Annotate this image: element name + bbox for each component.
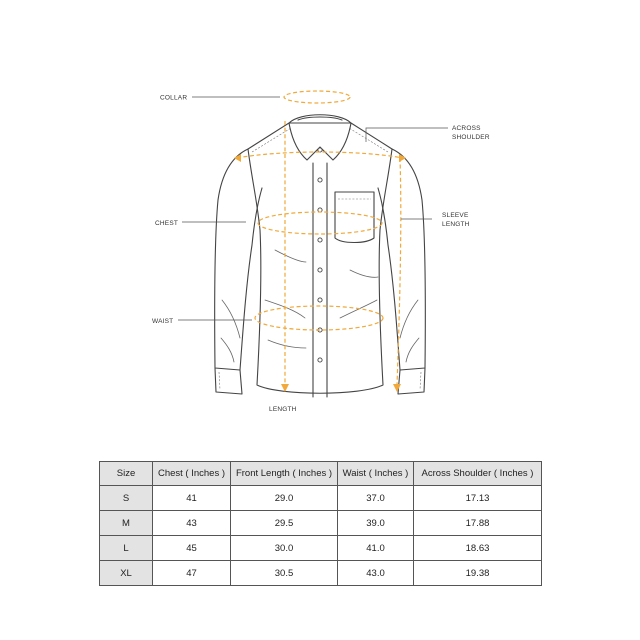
chest-label: CHEST — [155, 220, 179, 227]
header-waist: Waist ( Inches ) — [338, 462, 414, 486]
header-size: Size — [100, 462, 153, 486]
header-chest: Chest ( Inches ) — [153, 462, 231, 486]
size-cell: S — [100, 486, 153, 511]
front-length-cell: 30.5 — [231, 561, 338, 586]
front-length-cell: 29.0 — [231, 486, 338, 511]
front-length-cell: 29.5 — [231, 511, 338, 536]
across-shoulder-cell: 17.88 — [414, 511, 542, 536]
collar-measure — [284, 91, 350, 103]
shoulder-arrow-right — [399, 154, 406, 162]
table-row — [100, 511, 542, 536]
across-shoulder-cell: 18.63 — [414, 536, 542, 561]
chest-measure — [258, 212, 382, 234]
sleeve-length-label-1: SLEEVE — [442, 212, 469, 219]
across-shoulder-cell: 17.13 — [414, 486, 542, 511]
chest-cell: 41 — [153, 486, 231, 511]
header-across-shoulder: Across Shoulder ( Inches ) — [414, 462, 542, 486]
chest-pocket — [335, 192, 374, 243]
waist-cell: 39.0 — [338, 511, 414, 536]
size-cell: L — [100, 536, 153, 561]
table-row — [100, 486, 542, 511]
chest-cell: 43 — [153, 511, 231, 536]
size-cell: XL — [100, 561, 153, 586]
waist-label: WAIST — [152, 318, 174, 325]
sleeve-length-label-2: LENGTH — [442, 221, 470, 228]
waist-cell: 37.0 — [338, 486, 414, 511]
shirt-body — [248, 115, 392, 397]
chest-cell: 45 — [153, 536, 231, 561]
across-shoulder-cell: 19.38 — [414, 561, 542, 586]
waist-measure — [255, 306, 383, 330]
waist-cell: 41.0 — [338, 536, 414, 561]
left-sleeve — [215, 149, 262, 394]
waist-cell: 43.0 — [338, 561, 414, 586]
size-cell: M — [100, 511, 153, 536]
front-length-cell: 30.0 — [231, 536, 338, 561]
collar-label: COLLAR — [160, 94, 188, 102]
length-label: LENGTH — [269, 406, 297, 413]
table-row — [100, 536, 542, 561]
sleeve-arrow — [393, 384, 401, 392]
right-sleeve — [378, 149, 425, 394]
across-shoulder-label-2: SHOULDER — [452, 134, 490, 141]
across-shoulder-label-1: ACROSS — [452, 125, 481, 132]
table-row — [100, 561, 542, 586]
table-header-row — [100, 462, 542, 486]
shoulder-measure — [237, 152, 403, 158]
size-chart-table — [99, 461, 542, 586]
header-front-length: Front Length ( Inches ) — [231, 462, 338, 486]
shoulder-arrow-left — [234, 154, 241, 162]
chest-cell: 47 — [153, 561, 231, 586]
